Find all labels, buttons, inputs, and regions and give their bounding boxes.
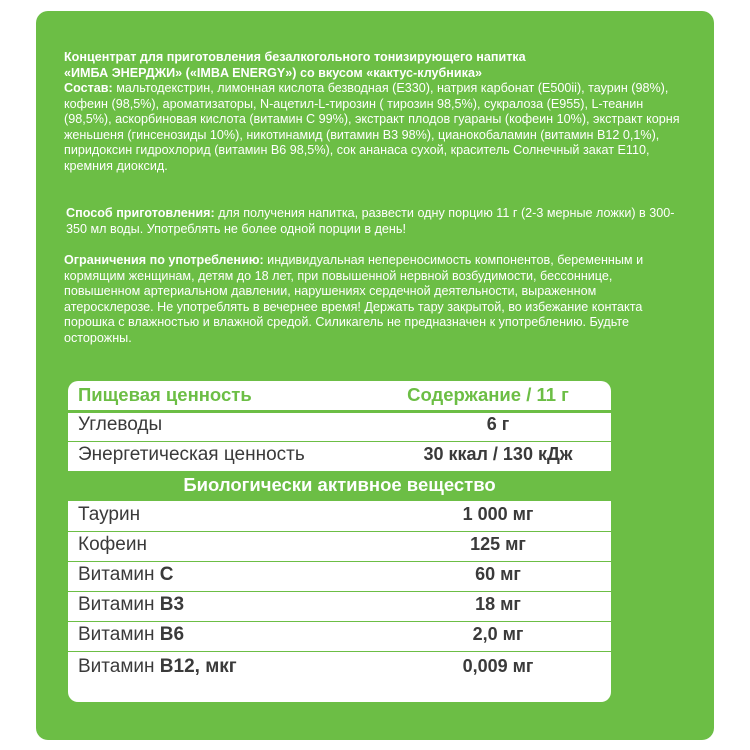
row-name: Витамин В6 — [78, 624, 185, 645]
table-header-row — [68, 381, 611, 411]
row-name: Таурин — [78, 504, 141, 525]
row-name: Энергетическая ценность — [78, 444, 305, 465]
preparation-label: Способ приготовления: — [66, 206, 215, 220]
row-name: Углеводы — [78, 414, 163, 435]
row-value: 6 г — [486, 414, 510, 434]
table-row — [68, 591, 611, 621]
table-row — [68, 441, 611, 471]
product-title-line1: Концентрат для приготовления безалкогольного тонизирующего напитка — [64, 50, 526, 64]
nutrition-table — [68, 381, 611, 702]
row-value: 18 мг — [475, 594, 521, 614]
section-title: Биологически активное вещество — [183, 474, 496, 495]
restrictions-label: Ограничения по употреблению: — [64, 253, 264, 267]
row-value: 1 000 мг — [462, 504, 534, 524]
restrictions-block — [64, 253, 684, 346]
row-name: Витамин В3 — [78, 594, 185, 615]
row-value: 60 мг — [475, 564, 521, 584]
table-row — [68, 501, 611, 531]
restrictions-text: индивидуальная непереносимость компонентов, беременным и кормящим женщинам, детям до 18 лет, при повышенной нервной возбудимости, бессоннице, повышенном артериальном давлении, нарушениях сердечной деятельности, выраженном атеросклерозе. Не употреблять в вечернее время! Держать тару закрытой, во избежание контакта порошка с влажностью и влажной средой. Силикагель не предназначен к употреблению. Будьте осторожны. — [64, 253, 644, 345]
header-value: Содержание / 11 г — [407, 384, 569, 405]
product-title-line2: «ИМБА ЭНЕРДЖИ» («IMBA ENERGY») со вкусом «кактус-клубника» — [64, 65, 482, 80]
row-value: 2,0 мг — [472, 624, 524, 644]
row-value: 0,009 мг — [462, 656, 534, 676]
table-row — [68, 653, 611, 683]
table-row — [68, 411, 611, 441]
row-name: Кофеин — [78, 534, 147, 555]
header-name: Пищевая ценность — [78, 384, 252, 405]
table-row — [68, 561, 611, 591]
preparation-text: для получения напитка, развести одну порцию 11 г (2-3 мерные ложки) в 300-350 мл воды. Употреблять не более одной порции в день! — [66, 206, 675, 236]
preparation-block — [66, 206, 686, 237]
row-value: 125 мг — [470, 534, 526, 554]
divider — [68, 651, 611, 652]
section-header-row — [68, 471, 611, 501]
row-name: Витамин В12, мкг — [78, 656, 237, 677]
composition-text: мальтодекстрин, лимонная кислота безводная (Е330), натрия карбонат (Е500ii), таурин (98%), кофеин (98,5%), ароматизаторы, N-ацетил-L-тирозин ( тирозин 98,5%), сукралоза (Е955), L-теанин (98,5%), аскорбиновая кислота (витамин С 99%), экстракт плодов гуараны (кофеин 10%), экстракт корня женьшеня (гинсенозиды 10%), никотинамид (витамин В3 98%), цианокобаламин (витамин В12 0,1%), пиридоксин гидрохлорид (витамин В6 98,5%), сок ананаса сухой, краситель Солнечный закат Е110, кремния диоксид. — [64, 81, 680, 173]
table-row — [68, 621, 611, 651]
row-value: 30 ккал / 130 кДж — [423, 444, 573, 464]
composition-label: Состав: — [64, 81, 113, 95]
intro-block — [64, 50, 684, 174]
row-name: Витамин С — [78, 564, 174, 585]
table-row — [68, 531, 611, 561]
